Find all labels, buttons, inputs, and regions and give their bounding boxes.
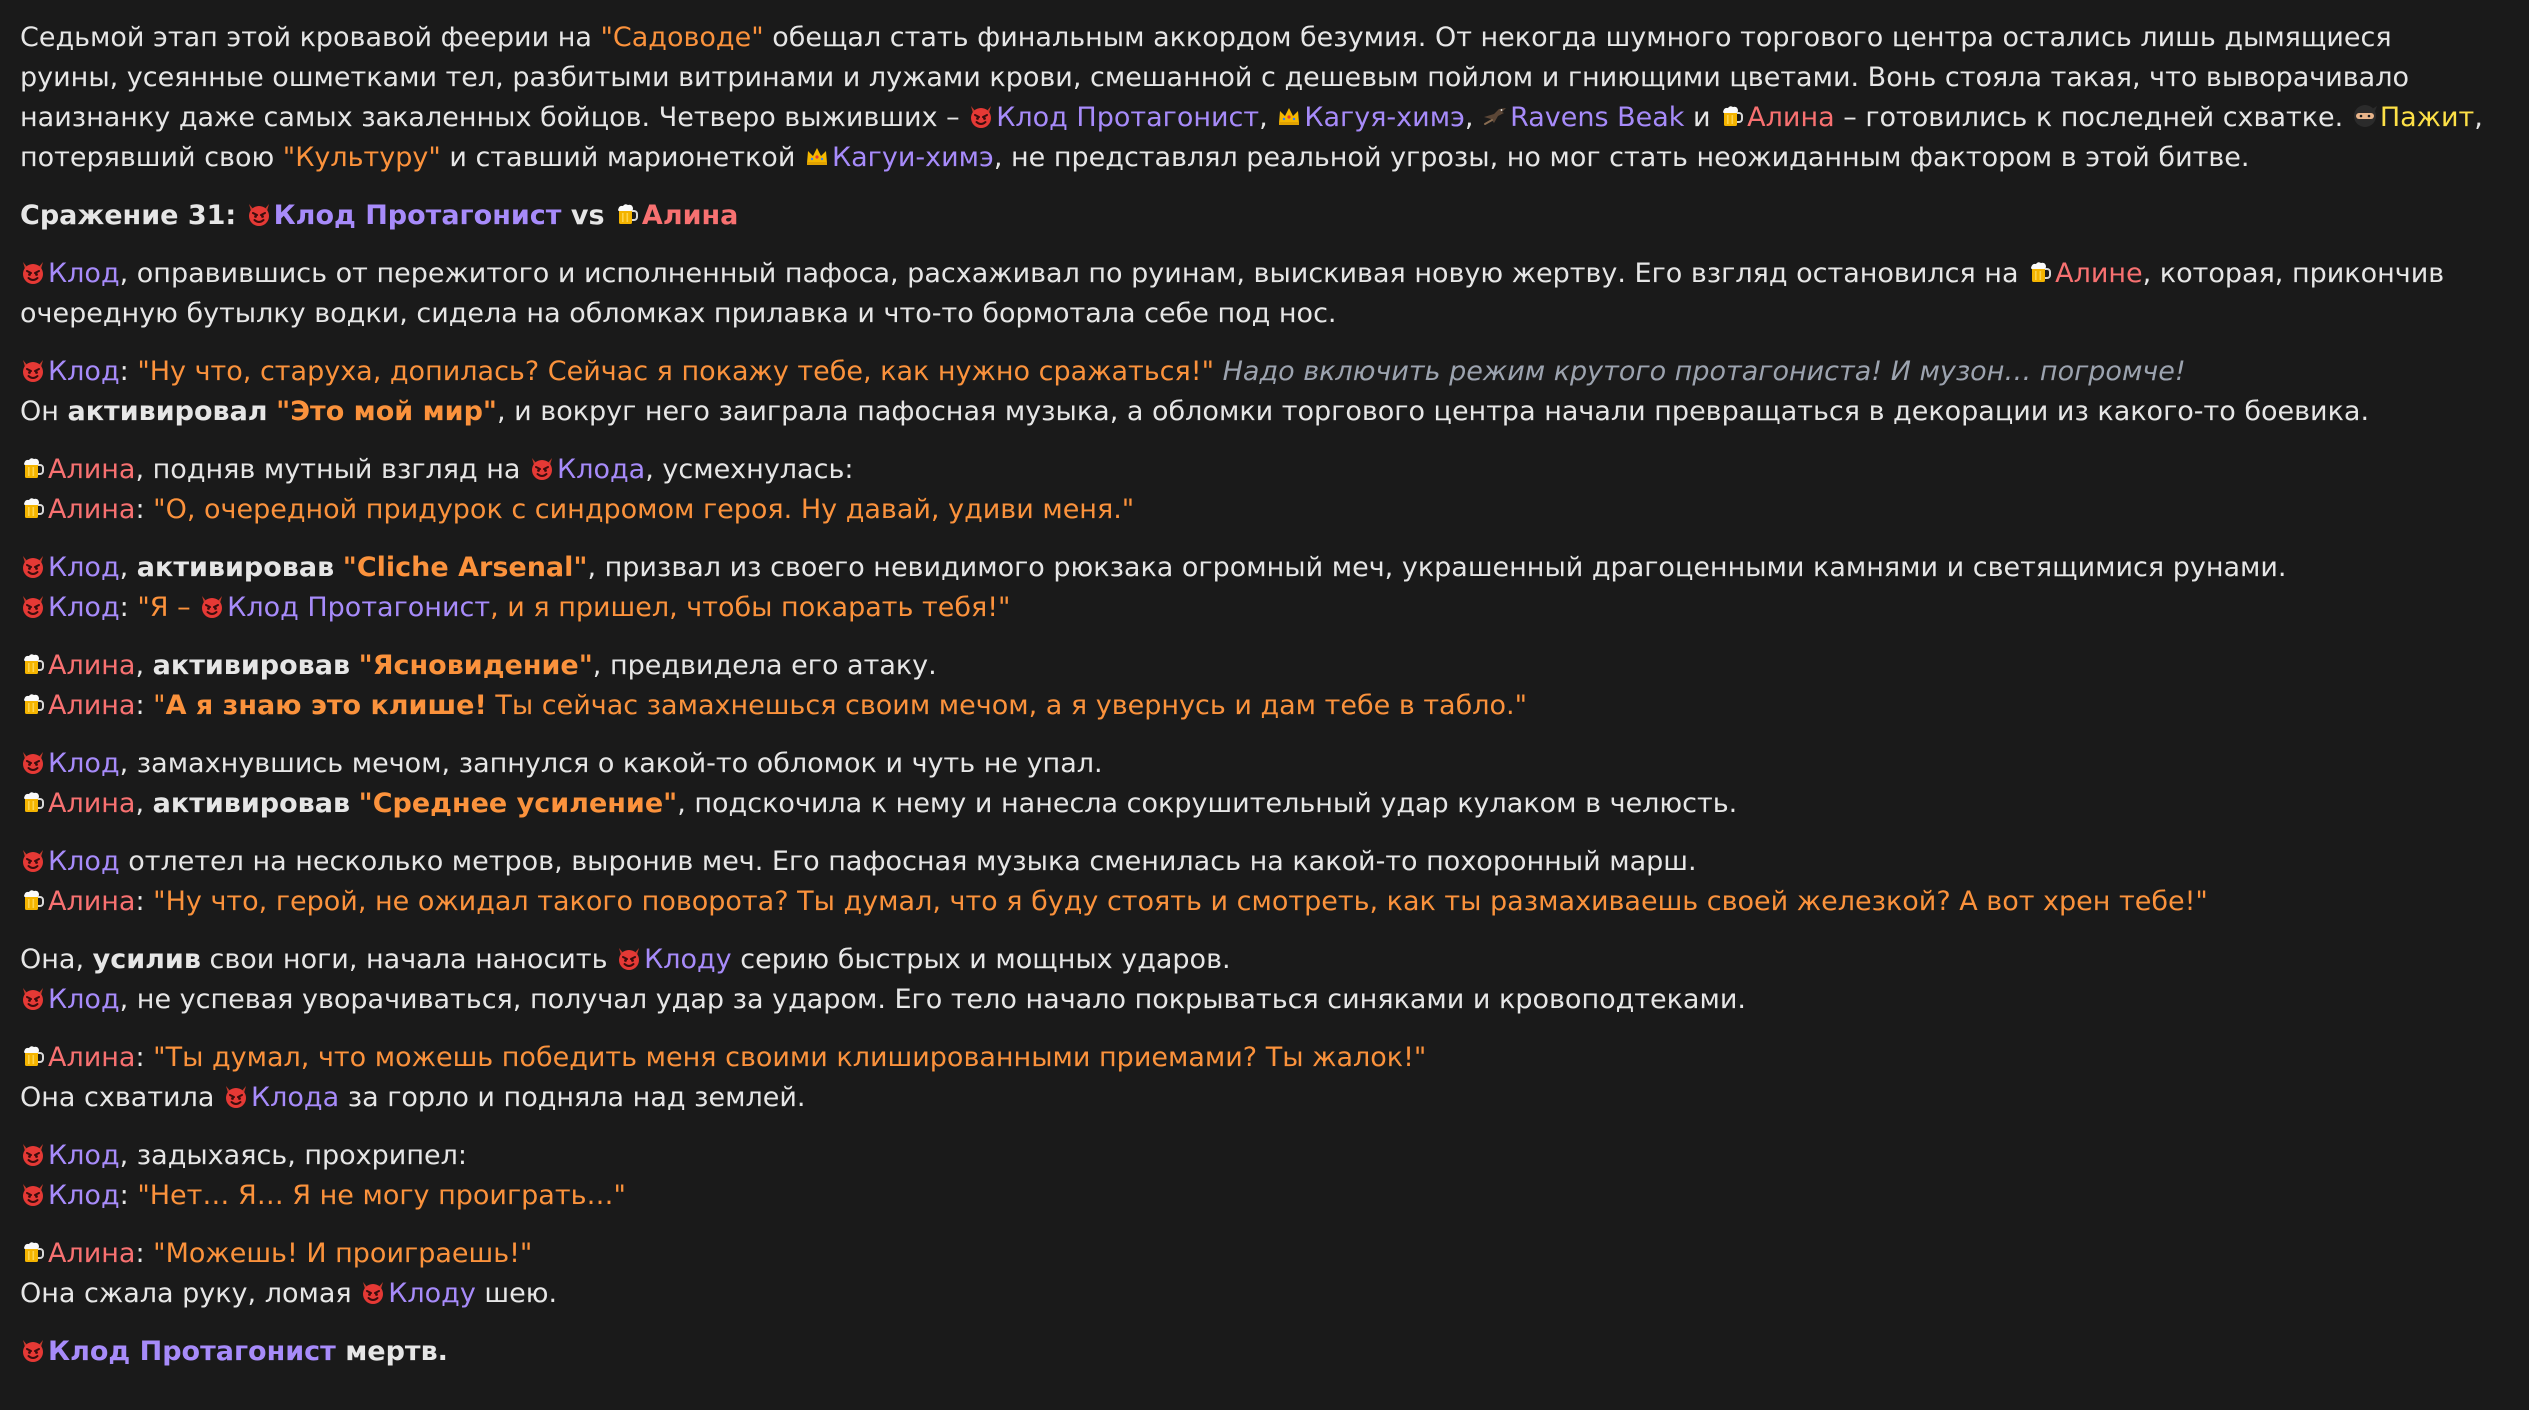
devil-face-icon — [360, 1279, 386, 1305]
story-paragraph — [20, 744, 2489, 824]
beer-mug-icon — [20, 691, 46, 717]
story-paragraph: Клод, оправившись от пережитого и исполненный пафоса, расхаживал по руинам, выискивая новую жертву. Его взгляд остановился на Алине, которая, прикончив очередную бутылку водки, сидела на обломках прилавка и что-то бормотала себе под нос. — [20, 258, 2445, 329]
story-paragraph — [20, 1136, 2489, 1216]
story-paragraph — [20, 1038, 2489, 1118]
devil-face-icon — [246, 201, 272, 227]
dialogue-line: Алина: "О, очередной придурок с синдромом героя. Ну давай, удиви меня." — [20, 490, 2489, 530]
fighter-pazhit: Пажит — [2379, 102, 2475, 133]
fighter-klod: Клод Протагонист — [996, 102, 1260, 133]
narration-line: Клод, замахнувшись мечом, запнулся о какой-то обломок и чуть не упал. — [20, 744, 2489, 784]
beer-mug-icon — [20, 789, 46, 815]
narration-line: Алина, активировав "Ясновидение", предвидела его атаку. — [20, 646, 2489, 686]
devil-face-icon — [223, 1083, 249, 1109]
story-paragraph — [20, 646, 2489, 726]
devil-face-icon — [616, 945, 642, 971]
dialogue-line: Алина: "Ты думал, что можешь победить меня своими клишированными приемами? Ты жалок!" — [20, 1038, 2489, 1078]
fighter-ravens-beak: Ravens Beak — [1510, 102, 1685, 133]
crown-icon — [804, 143, 830, 169]
dialogue-line: Алина: "Ну что, герой, не ожидал такого поворота? Ты думал, что я буду стоять и смотреть, как ты размахиваешь своей железкой? А вот хрен тебе!" — [20, 882, 2489, 922]
narration-line: Она, усилив свои ноги, начала наносить Клоду серию быстрых и мощных ударов. — [20, 944, 1231, 975]
beer-mug-icon — [20, 1239, 46, 1265]
story-paragraph — [20, 940, 2489, 1020]
narration-line: Она сжала руку, ломая Клоду шею. — [20, 1278, 558, 1309]
ninja-face-icon — [2352, 103, 2378, 129]
devil-face-icon — [20, 985, 46, 1011]
dialogue-line: Алина: "Можешь! И проиграешь!" — [20, 1234, 2489, 1274]
story-paragraph — [20, 548, 2489, 628]
dialogue-line: Алина: "А я знаю это клише! Ты сейчас замахнешься своим мечом, а я увернусь и дам тебе в табло." — [20, 686, 2489, 726]
place-name: "Садоводе" — [600, 22, 764, 53]
narration-line: Клод, не успевая уворачиваться, получал удар за ударом. Его тело начало покрываться синяками и кровоподтеками. — [20, 980, 2489, 1020]
devil-face-icon — [529, 455, 555, 481]
skill-name: "Ясновидение" — [358, 650, 593, 681]
devil-face-icon — [20, 593, 46, 619]
story-paragraph — [20, 352, 2489, 432]
culture-name: "Культуру" — [282, 142, 441, 173]
dialogue-line: Клод: "Я – Клод Протагонист, и я пришел, чтобы покарать тебя!" — [20, 588, 2489, 628]
devil-face-icon — [968, 103, 994, 129]
skill-name: "Cliche Arsenal" — [342, 552, 588, 583]
crown-icon — [1276, 103, 1302, 129]
narration-line: Клод, задыхаясь, прохрипел: — [20, 1136, 2489, 1176]
beer-mug-icon — [614, 201, 640, 227]
devil-face-icon — [20, 553, 46, 579]
story-paragraph — [20, 450, 2489, 530]
intro-paragraph: Седьмой этап этой кровавой феерии на "Садоводе" обещал стать финальным аккордом безумия. От некогда шумного торгового центра остались лишь дымящиеся руины, усеянные ошметками тел, разбитыми витринами и лужами крови, смешанной с дешевым пойлом и гниющими цветами. Вонь стояла такая, что выворачивало наизнанку даже самых закаленных бойцов. Четверо выживших – Клод Протагонист, Кагуя-химэ, Ravens Beak и Алина – готовились к последней схватке. Пажит, потерявший свою "Культуру" и ставший марионеткой Кагуи-химэ, не представлял реальной угрозы, но мог стать неожиданным фактором в этой битве. — [20, 22, 2483, 173]
beer-mug-icon — [20, 495, 46, 521]
fighter-kaguya: Кагуя-химэ — [1304, 102, 1465, 133]
beer-mug-icon — [20, 651, 46, 677]
battle-result: Клод Протагонист мертв. — [20, 1332, 2489, 1372]
fighter-kagui: Кагуи-химэ — [831, 142, 994, 173]
narration-line: Алина, подняв мутный взгляд на Клода, усмехнулась: — [20, 450, 2489, 490]
narration-line: Он активировал "Это мой мир", и вокруг него заиграла пафосная музыка, а обломки торгового центра начали превращаться в декорации из какого-то боевика. — [20, 396, 2370, 427]
dialogue-line: Клод: "Нет… Я… Я не могу проиграть…" — [20, 1176, 2489, 1216]
beer-mug-icon — [1719, 103, 1745, 129]
beer-mug-icon — [20, 1043, 46, 1069]
skill-name: "Это мой мир" — [276, 396, 497, 427]
skill-name: "Среднее усиление" — [358, 788, 678, 819]
narration-line: Она схватила Клода за горло и подняла над землей. — [20, 1082, 806, 1113]
raven-icon — [1482, 103, 1508, 129]
story-paragraph — [20, 842, 2489, 922]
devil-face-icon — [20, 749, 46, 775]
devil-face-icon — [199, 593, 225, 619]
beer-mug-icon — [20, 887, 46, 913]
narration-line: Клод отлетел на несколько метров, выронив меч. Его пафосная музыка сменилась на какой-то похоронный марш. — [20, 842, 2489, 882]
devil-face-icon — [20, 847, 46, 873]
story-paragraph — [20, 1234, 2489, 1314]
narration-line: Алина, активировав "Среднее усиление", подскочила к нему и нанесла сокрушительный удар кулаком в челюсть. — [20, 784, 2489, 824]
devil-face-icon — [20, 357, 46, 383]
devil-face-icon — [20, 1141, 46, 1167]
beer-mug-icon — [2027, 259, 2053, 285]
inner-thought: Надо включить режим крутого протагониста! И музон… погромче! — [1214, 356, 2186, 387]
beer-mug-icon — [20, 455, 46, 481]
battle-heading: Сражение 31: Клод Протагонист vs Алина — [20, 200, 739, 231]
dialogue-line: Клод: "Ну что, старуха, допилась? Сейчас я покажу тебе, как нужно сражаться!" Надо включить режим крутого протагониста! И музон… погромче! — [20, 352, 2489, 392]
fighter-alina: Алина — [1747, 102, 1835, 133]
devil-face-icon — [20, 1337, 46, 1363]
narration-line: Клод, активировав "Cliche Arsenal", призвал из своего невидимого рюкзака огромный меч, украшенный драгоценными камнями и светящимися рунами. — [20, 548, 2489, 588]
devil-face-icon — [20, 1181, 46, 1207]
devil-face-icon — [20, 259, 46, 285]
